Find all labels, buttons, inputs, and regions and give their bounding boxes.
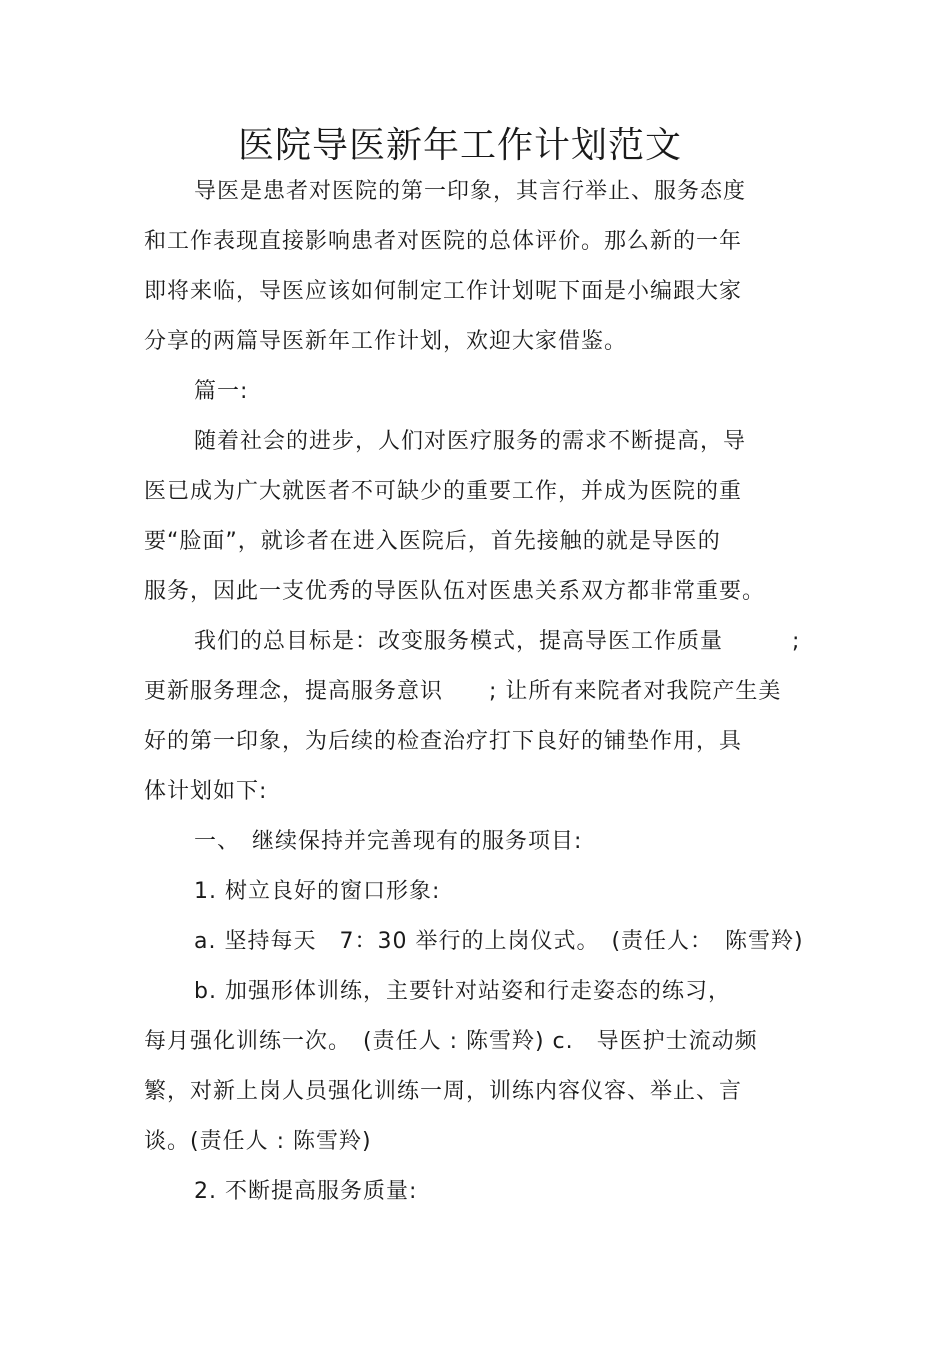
list-item: 1. 树立良好的窗口形象: <box>194 879 441 904</box>
text-line: 和工作表现直接影响患者对医院的总体评价。那么新的一年 <box>144 229 743 254</box>
text-line: 即将来临，导医应该如何制定工作计划呢下面是小编跟大家 <box>144 279 743 304</box>
text-line: 更新服务理念，提高服务意识 ; 让所有来院者对我院产生美 <box>144 679 782 704</box>
text-line: 导医是患者对医院的第一印象，其言行举止、服务态度 <box>194 179 747 204</box>
list-item: a. 坚持每天 7：30 举行的上岗仪式。 (责任人： 陈雪羚) <box>194 929 804 954</box>
list-item: 2. 不断提高服务质量: <box>194 1179 418 1204</box>
text-line: 分享的两篇导医新年工作计划，欢迎大家借鉴。 <box>144 329 628 354</box>
text-line: 服务，因此一支优秀的导医队伍对医患关系双方都非常重要。 <box>144 579 766 604</box>
text-line: 我们的总目标是：改变服务模式，提高导医工作质量 ; <box>194 629 801 654</box>
list-heading: 一、 继续保持并完善现有的服务项目: <box>194 829 583 854</box>
text-line: 好的第一印象，为后续的检查治疗打下良好的铺垫作用，具 <box>144 729 743 754</box>
text-line: 随着社会的进步，人们对医疗服务的需求不断提高，导 <box>194 429 747 454</box>
section-heading: 篇一: <box>194 379 249 404</box>
document-title: 医院导医新年工作计划范文 <box>237 125 682 166</box>
text-line: 繁，对新上岗人员强化训练一周，训练内容仪容、举止、言 <box>144 1079 743 1104</box>
text-line: 医已成为广大就医者不可缺少的重要工作，并成为医院的重 <box>144 479 743 504</box>
text-line: 体计划如下: <box>144 779 268 804</box>
text-line: 要“脸面”，就诊者在进入医院后，首先接触的就是导医的 <box>144 529 721 554</box>
text-line: 每月强化训练一次。 (责任人 : 陈雪羚) c. 导医护士流动频 <box>144 1029 758 1054</box>
text-line: 谈。(责任人 : 陈雪羚) <box>144 1129 372 1154</box>
list-item: b. 加强形体训练，主要针对站姿和行走姿态的练习， <box>194 979 731 1004</box>
